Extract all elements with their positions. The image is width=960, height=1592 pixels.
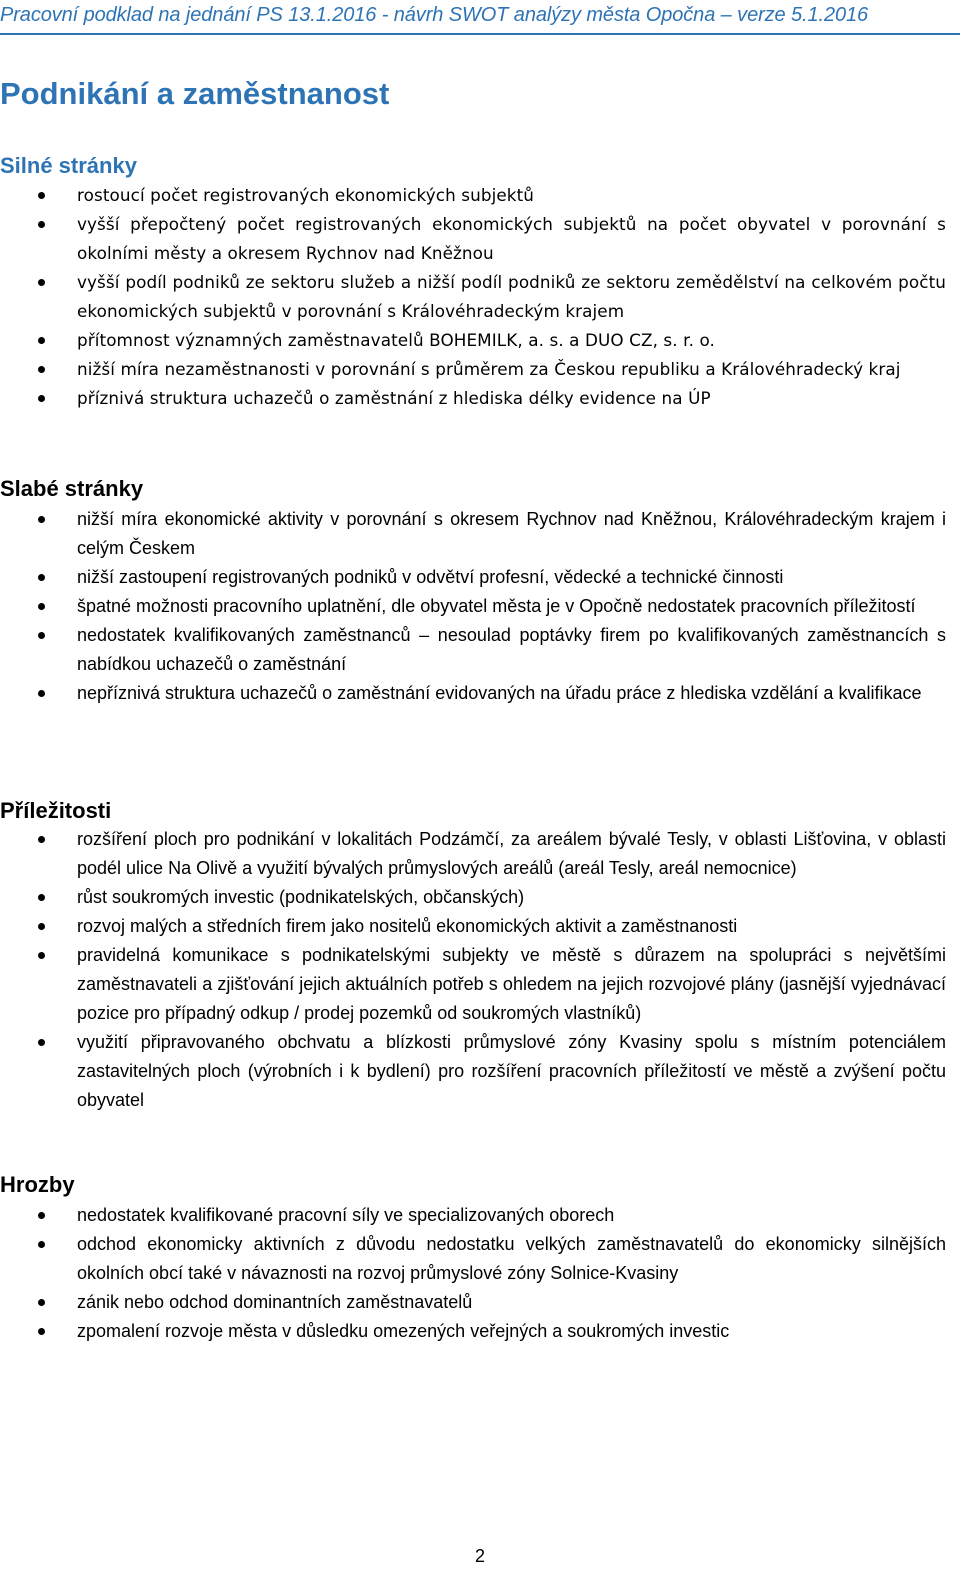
list-item [0,355,960,384]
weaknesses-list [0,505,960,708]
list-item-text: zánik nebo odchod dominantních zaměstnavatelů [77,1292,473,1312]
list-item-text: nižší míra ekonomické aktivity v porovnání s okresem Rychnov nad Kněžnou, Královéhradeckým krajem i celým Českem [77,509,946,558]
list-item [0,326,960,355]
header-divider [0,33,960,35]
list-item [0,210,960,268]
list-item-text: nedostatek kvalifikované pracovní síly ve specializovaných oborech [77,1205,615,1225]
list-item-text: využití připravovaného obchvatu a blízkosti průmyslové zóny Kvasiny spolu s místním potenciálem zastavitelných ploch (výrobních i k bydlení) pro rozšíření pracovních příležitostí ve městě a zvýšení počtu obyvatel [77,1032,946,1110]
bullet-icon [38,894,45,901]
bullet-icon [38,279,45,286]
list-item [0,1028,960,1115]
list-item-text: pravidelná komunikace s podnikatelskými subjekty ve městě s důrazem na spolupráci s největšími zaměstnavateli a zjišťování jejich aktuálních potřeb s ohledem na jejich rozvojové plány (jasnější vyjednávací pozice pro případný odkup / prodej pozemků od soukromých vlastníků) [77,945,946,1023]
bullet-icon [38,337,45,344]
section-heading-threats: Hrozby [0,1172,75,1197]
bullet-icon [38,1039,45,1046]
list-item [0,912,960,941]
bullet-icon [38,395,45,402]
list-item-text: přítomnost významných zaměstnavatelů BOHEMILK, a. s. a DUO CZ, s. r. o. [77,330,715,350]
list-item-text: špatné možnosti pracovního uplatnění, dle obyvatel města je v Opočně nedostatek pracovních příležitostí [77,596,916,616]
bullet-icon [38,690,45,697]
list-item-text: rostoucí počet registrovaných ekonomických subjektů [77,185,535,205]
list-item-text: vyšší přepočtený počet registrovaných ekonomických subjektů na počet obyvatel v porovnání s okolními městy a okresem Rychnov nad Kněžnou [77,214,946,263]
bullet-icon [38,952,45,959]
list-item [0,1317,960,1346]
strengths-list [0,181,960,413]
bullet-icon [38,632,45,639]
bullet-icon [38,574,45,581]
opportunities-list [0,825,960,1115]
page-number: 2 [474,1546,485,1566]
bullet-icon [38,1328,45,1335]
list-item [0,181,960,210]
list-item [0,563,960,592]
list-item-text: růst soukromých investic (podnikatelských, občanských) [77,887,525,907]
bullet-icon [38,366,45,373]
page-header: Pracovní podklad na jednání PS 13.1.2016 - návrh SWOT analýzy města Opočna – verze 5.1.2016 [0,4,869,26]
bullet-icon [38,516,45,523]
page-title: Podnikání a zaměstnanost [0,76,390,111]
list-item [0,883,960,912]
list-item [0,941,960,1028]
bullet-icon [38,603,45,610]
list-item [0,1230,960,1288]
bullet-icon [38,1241,45,1248]
list-item-text: rozšíření ploch pro podnikání v lokalitách Podzámčí, za areálem bývalé Tesly, v oblasti Lišťovina, v oblasti podél ulice Na Olivě a využití bývalých průmyslových areálů (areál Tesly, areál nemocnice) [77,829,946,878]
bullet-icon [38,923,45,930]
bullet-icon [38,192,45,199]
list-item-text: příznivá struktura uchazečů o zaměstnání z hlediska délky evidence na ÚP [77,388,711,408]
bullet-icon [38,836,45,843]
list-item [0,592,960,621]
list-item [0,268,960,326]
list-item-text: nižší míra nezaměstnanosti v porovnání s průměrem za Českou republiku a Královéhradecký kraj [77,359,901,379]
list-item [0,384,960,413]
list-item-text: nedostatek kvalifikovaných zaměstnanců – nesoulad poptávky firem po kvalifikovaných zaměstnancích s nabídkou uchazečů o zaměstnání [77,625,946,674]
list-item-text: nižší zastoupení registrovaných podniků v odvětví profesní, vědecké a technické činnosti [77,567,784,587]
section-heading-opportunities: Příležitosti [0,798,112,823]
section-heading-strengths: Silné stránky [0,153,137,178]
list-item-text: vyšší podíl podniků ze sektoru služeb a nižší podíl podniků ze sektoru zemědělství na celkovém počtu ekonomických subjektů v porovnání s Královéhradeckým krajem [77,272,946,321]
list-item [0,505,960,563]
section-heading-weaknesses: Slabé stránky [0,476,144,501]
bullet-icon [38,221,45,228]
list-item-text: zpomalení rozvoje města v důsledku omezených veřejných a soukromých investic [77,1321,730,1341]
list-item-text: nepříznivá struktura uchazečů o zaměstnání evidovaných na úřadu práce z hlediska vzdělání a kvalifikace [77,683,922,703]
list-item [0,1201,960,1230]
list-item [0,1288,960,1317]
list-item [0,825,960,883]
list-item-text: odchod ekonomicky aktivních z důvodu nedostatku velkých zaměstnavatelů do ekonomicky silnějších okolních obcí také v návaznosti na rozvoj průmyslové zóny Solnice-Kvasiny [77,1234,946,1283]
bullet-icon [38,1299,45,1306]
bullet-icon [38,1212,45,1219]
list-item-text: rozvoj malých a středních firem jako nositelů ekonomických aktivit a zaměstnanosti [77,916,738,936]
threats-list [0,1201,960,1346]
list-item [0,679,960,708]
list-item [0,621,960,679]
